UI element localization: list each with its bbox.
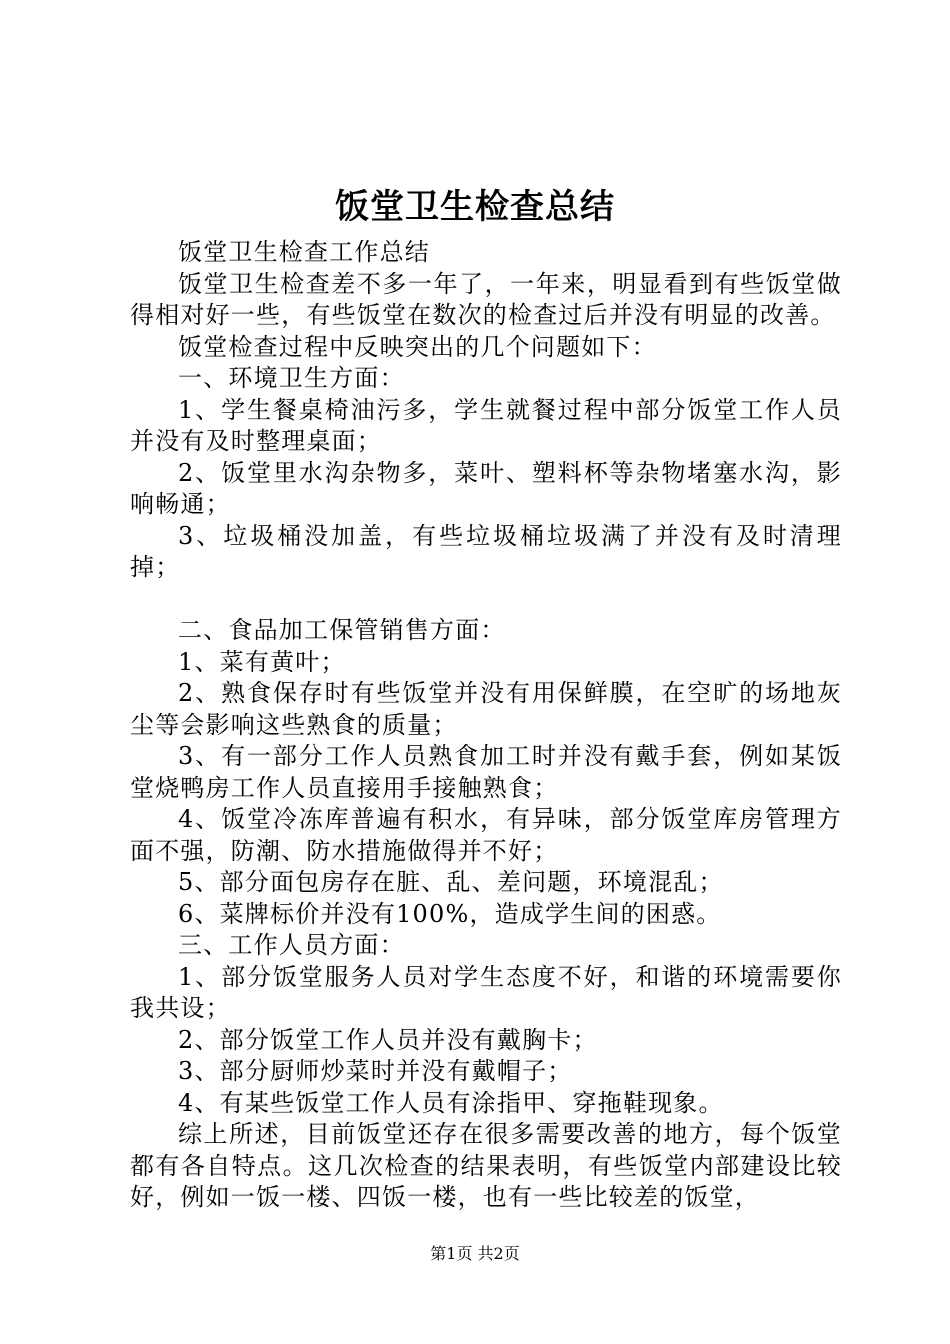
section-heading-environment: 一、环境卫生方面： [178, 364, 405, 392]
list-item: 1、学生餐桌椅油污多，学生就餐过程中部分饭堂工作人员并没有及时整理桌面； [130, 395, 842, 455]
document-title: 饭堂卫生检查总结 [335, 187, 615, 227]
list-item: 1、部分饭堂服务人员对学生态度不好，和谐的环境需要你我共设； [130, 962, 842, 1022]
list-item: 3、垃圾桶没加盖，有些垃圾桶垃圾满了并没有及时清理掉； [130, 521, 842, 581]
list-item: 4、有某些饭堂工作人员有涂指甲、穿拖鞋现象。 [178, 1088, 724, 1117]
paragraph-summary: 综上所述，目前饭堂还存在很多需要改善的地方，每个饭堂都有各自特点。这几次检查的结果表明，有些饭堂内部建设比较好，例如一饭一楼、四饭一楼，也有一些比较差的饭堂， [130, 1120, 842, 1211]
page-footer: 第1页 共2页 [430, 1244, 520, 1263]
paragraph-subtitle: 饭堂卫生检查工作总结 [178, 238, 430, 266]
list-item: 2、部分饭堂工作人员并没有戴胸卡； [178, 1025, 598, 1054]
list-item: 3、部分厨师炒菜时并没有戴帽子； [178, 1057, 573, 1085]
paragraph-problems-lead: 饭堂检查过程中反映突出的几个问题如下： [178, 332, 657, 361]
list-item: 4、饭堂冷冻库普遍有积水，有异味，部分饭堂库房管理方面不强，防潮、防水措施做得并不好； [130, 805, 842, 865]
list-item: 2、熟食保存时有些饭堂并没有用保鲜膜，在空旷的场地灰尘等会影响这些熟食的质量； [130, 679, 842, 739]
list-item: 2、饭堂里水沟杂物多，菜叶、塑料杯等杂物堵塞水沟，影响畅通； [130, 458, 842, 518]
list-item: 6、菜牌标价并没有100%，造成学生间的困惑。 [178, 899, 722, 928]
paragraph-intro: 饭堂卫生检查差不多一年了，一年来，明显看到有些饭堂做得相对好一些，有些饭堂在数次的检查过后并没有明显的改善。 [130, 269, 842, 329]
section-heading-staff: 三、工作人员方面： [178, 931, 405, 959]
list-item: 5、部分面包房存在脏、乱、差问题，环境混乱； [178, 868, 724, 896]
list-item: 1、菜有黄叶； [178, 647, 346, 676]
blank-line [130, 584, 842, 616]
document-body [130, 237, 842, 1214]
list-item: 3、有一部分工作人员熟食加工时并没有戴手套，例如某饭堂烧鸭房工作人员直接用手接触熟食； [130, 742, 842, 802]
section-heading-food: 二、食品加工保管销售方面： [178, 616, 506, 644]
